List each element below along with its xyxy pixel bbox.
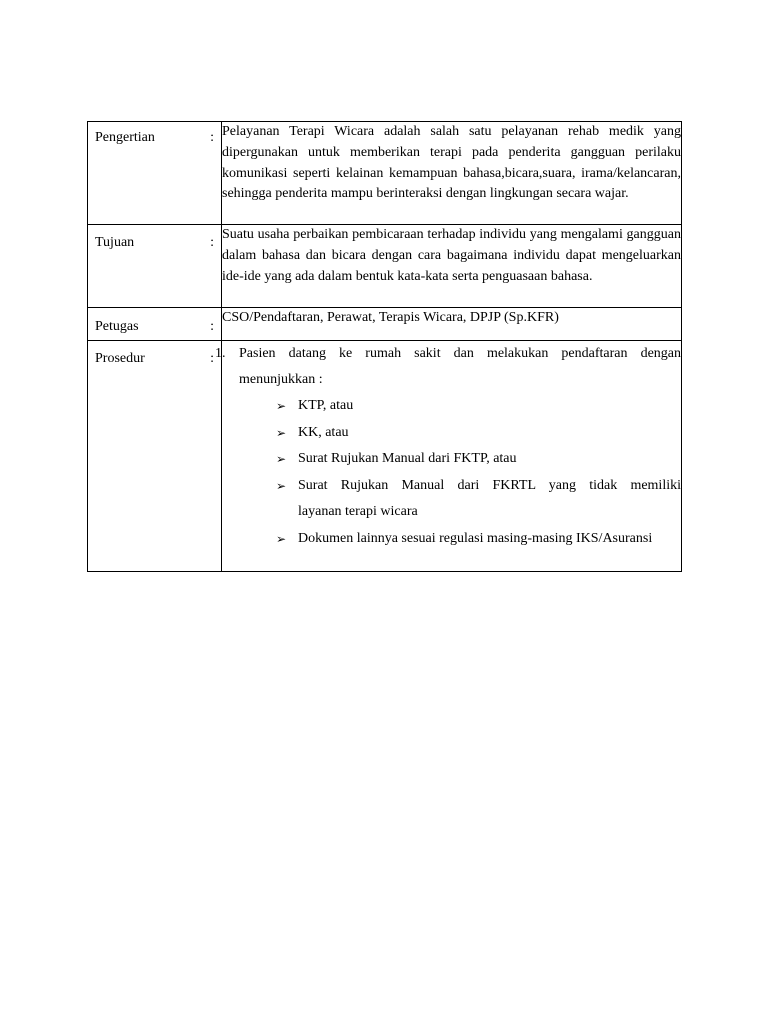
bullet-text: layanan terapi wicara — [298, 504, 418, 519]
bullet-text: KTP, atau — [298, 398, 354, 413]
arrow-bullet-icon: ➢ — [276, 399, 287, 413]
label-cell — [88, 122, 222, 225]
step-text-line1: Pasien datang ke rumah sakit dan melakukan pendaftaran dengan — [239, 346, 681, 361]
row-colon: : — [210, 351, 214, 366]
list-item — [276, 393, 681, 420]
procedure-list — [215, 341, 681, 552]
label-cell — [88, 225, 222, 308]
bullet-text: Surat Rujukan Manual dari FKRTL yang tidak memiliki — [298, 477, 681, 493]
arrow-bullet-icon: ➢ — [276, 531, 287, 546]
row-label: Prosedur — [95, 351, 145, 366]
row-prosedur — [88, 341, 682, 572]
row-tujuan — [88, 225, 682, 308]
definition-text: Pelayanan Terapi Wicara adalah salah satu pelayanan rehab medik yang dipergunakan untuk memberikan terapi pada penderita gangguan perilaku komunikasi seperti kelainan kemampuan bahasa,bicara,suara, irama/kelancaran, sehingga penderita mampu berinteraksi dengan lingkungan secara wajar. — [222, 124, 681, 202]
list-item — [276, 446, 681, 473]
row-colon: : — [210, 319, 214, 334]
label-cell — [88, 341, 222, 572]
arrow-bullet-icon: ➢ — [276, 452, 287, 466]
row-label: Pengertian — [95, 130, 155, 145]
row-label: Tujuan — [95, 235, 135, 250]
step-number: 1. — [215, 346, 226, 361]
bullet-text: Surat Rujukan Manual dari FKTP, atau — [298, 451, 517, 466]
list-item-continued — [276, 499, 681, 526]
row-pengertian — [88, 122, 682, 225]
row-colon: : — [210, 130, 214, 145]
row-petugas — [88, 308, 682, 341]
staff-text: CSO/Pendaftaran, Perawat, Terapis Wicara, DPJP (Sp.KFR) — [222, 310, 559, 325]
procedure-step-continued — [215, 367, 681, 393]
arrow-bullet-icon: ➢ — [276, 425, 287, 440]
bullet-text: KK, atau — [298, 424, 349, 440]
document-bullet-list — [222, 393, 681, 552]
sop-table — [87, 121, 682, 572]
purpose-text: Suatu usaha perbaikan pembicaraan terhadap individu yang mengalami gangguan dalam bahasa dan bicara dengan cara bagaimana individu dapat mengeluarkan ide-ide yang ada dalam bentuk kata-kata serta penguasaan bahasa. — [222, 227, 681, 284]
content-cell — [222, 122, 682, 225]
list-item — [276, 526, 681, 553]
arrow-bullet-icon: ➢ — [276, 478, 287, 493]
content-cell — [222, 308, 682, 341]
label-cell — [88, 308, 222, 341]
content-cell — [222, 225, 682, 308]
row-colon: : — [210, 235, 214, 250]
procedure-step — [215, 341, 681, 367]
content-cell — [215, 341, 682, 572]
step-text-line2: menunjukkan : — [239, 372, 323, 387]
bullet-text: Dokumen lainnya sesuai regulasi masing-masing IKS/Asuransi — [298, 530, 653, 546]
list-item — [276, 420, 681, 447]
list-item — [276, 473, 681, 500]
row-label: Petugas — [95, 319, 139, 334]
